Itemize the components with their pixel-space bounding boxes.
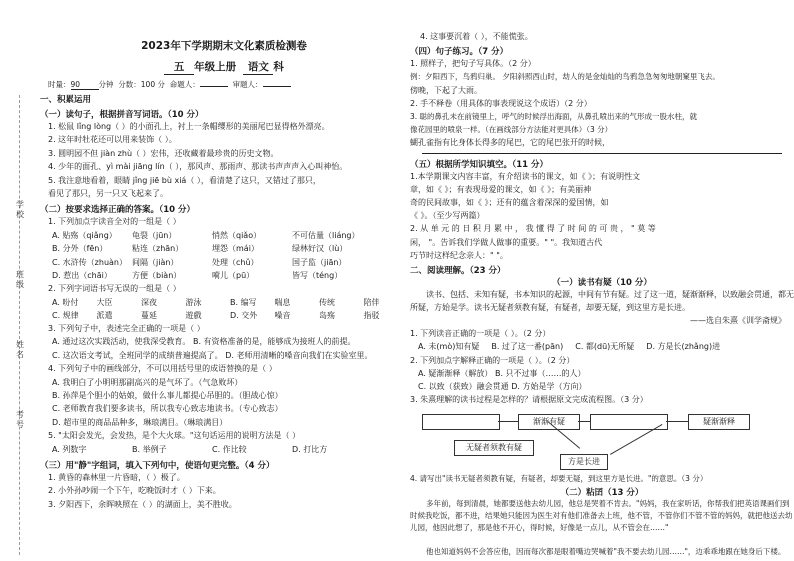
flow-connector (666, 421, 688, 422)
s4-line: 1. 照样子，把句子写具体。（2 分） (410, 59, 536, 69)
margin-label-id: 考号 (16, 410, 24, 429)
grade-suffix: 年级上册 (194, 61, 237, 73)
s5-line: 奇的民间故事，如《 》；还有的蕴含着深深的爱国情，如 (410, 198, 609, 208)
option: 处理（chǔ） (212, 257, 259, 267)
option-word: 噪音 (274, 310, 291, 320)
q1-line: 5. 我注意地看着，眼睛 jǐng jiē bù xiá（ ），看清楚了这只，又错过了那只， (48, 175, 321, 185)
s4-line: 3. 聪的鼻孔未在前镜里上，呼气的时候浮出海面，从鼻孔喷出来的气形成一股水柱，就 (410, 112, 698, 122)
option[interactable]: B. 举例子 (132, 444, 167, 454)
flow-box-2: 渐渐有疑 (518, 414, 580, 430)
passage1-text: 读书、包括、未知有疑，书本知识的起源，中间有节有疑。过了这一道，疑渐渐释，以致融会贯通，都无所疑，方始是学。读书无疑者须教有疑，有疑者，却要无疑，到这里方是长进。 (410, 290, 794, 313)
option-word: 遊戲 (185, 310, 202, 320)
option: 嗬儿（pū） (212, 271, 255, 281)
option: 皆写（téng） (292, 271, 343, 281)
s4-line: 例：夕阳西下，鸟鸦归巢。 夕阳斜照西山时，劫人的是金灿灿的鸟鸦急急匆匆地朝窠里飞去。 (410, 72, 720, 82)
option[interactable]: A. 列数字 (52, 444, 87, 454)
option-word: 蔓延 (141, 310, 157, 320)
s5-line: 闲， "。告诉我们学做人做事的重要。" "。我知道古代 (410, 237, 603, 247)
q2-1-options-row (40, 229, 408, 242)
q1-line: 1. 松鼠 lǐng lòng（ ）的小面孔上，衬上一条帽缨形的美丽尾巴显得格外漂亮。 (48, 122, 330, 131)
passage1-title: （一）读书有疑（10 分） (552, 278, 652, 289)
exam-subtitle (40, 59, 408, 75)
option[interactable]: B. 编写 (230, 297, 257, 307)
p1-q2-option[interactable]: A. 疑渐渐释（解放） B. 只不过事（……的人） (418, 368, 586, 378)
option-word: 大臣 (96, 297, 113, 307)
option-word: 陪伴 (363, 297, 380, 307)
option: 方便（biàn） (132, 271, 182, 281)
q1-line: 2. 这年时牡花还可以用来装饰（ ）。 (48, 135, 177, 145)
q1-line: 4. 少年的面孔、yì mài jiāng lín（ ），那风声、那雨声、那读书声声声入心叫神怡。 (48, 162, 348, 172)
seal-line (19, 95, 20, 555)
q2-4-option[interactable]: D. 超市里的商品品种多，琳琅满目。（琳琅满目） (52, 417, 228, 427)
q2-1-stem: 1. 下列加点字读音全对的一组是（ ） (48, 217, 181, 227)
q2-2-stem: 2. 下列字词语书写无误的一组是（ ） (48, 284, 181, 294)
s5-line: 2. 从 单 元 的 日 积 月 累 中 ， 我 懂 得 了 时 间 的 可 贵 ， " 莫 等 (410, 224, 656, 234)
s5-line: 章，如《 》；有表现母爱的课文，如《 》；有美丽神 (410, 184, 592, 194)
subject-suffix: 科 (273, 61, 284, 73)
q2-4-option[interactable]: B. 孙萍是个胆小的姑娘，做什么事儿都提心吊胆的。（胆战心惊） (52, 390, 283, 400)
p1-q2: 2. 下列加点字解释正确的一项是（ ）。（2 分） (410, 355, 575, 365)
s4-line: 蝴孔雀指有比身体长得多的尾巴，它的尾巴张开的时候， (410, 138, 610, 148)
s4-line: 傍晚，下起了大雨。 (410, 85, 482, 95)
option: 不可估量（liáng） (292, 230, 360, 240)
q2-title: （二）按要求选择正确的答案。（10 分） (40, 205, 196, 216)
p1-q4: 4. 请写出"读书无疑者须教有疑，有疑者，却要无疑，到这里方是长进。"的意思。（3 分） (410, 474, 708, 484)
option[interactable]: A. 未(mò)知有疑 (418, 342, 480, 352)
margin-label-school: 学校 (16, 200, 24, 219)
option: 埋怨（mái） (212, 244, 259, 254)
q3-title: （三）用"静"字组词，填入下列句中，使语句更完整。（4 分） (40, 460, 275, 471)
time-value: 90 (71, 80, 99, 90)
option[interactable]: C. 作比较 (212, 444, 247, 454)
q2-1-options-row (40, 269, 408, 282)
passage1-source: ——选自朱熹《训学斋规》 (690, 316, 786, 326)
passage2-title: （二）粘囝（13 分） (560, 487, 644, 498)
q2-3-stem: 3. 下列句子中，表述完全正确的一项是（ ） (48, 323, 205, 333)
p1-q1: 1. 下列读音正确的一项是（ ）。（2 分） (410, 329, 551, 339)
p1-q2-option[interactable]: C. 以致（获致）融会贯通 D. 方始是学（方向） (418, 382, 587, 392)
time-label: 时量： (48, 80, 71, 89)
flow-box-5: 无疑者须教有疑 (454, 440, 534, 456)
option: 悄然（qiǎo） (212, 230, 262, 240)
s5-line: 巧节时这样纪念亲人：" "。 (410, 250, 508, 260)
s5-line: 《 》。（至少写两篇） (410, 211, 485, 221)
q3-line: 1. 黄昏的森林里一片昏暗，（ ）极了。 (48, 472, 185, 482)
option: 龟裂（jūn） (132, 230, 177, 240)
option-word: 派遣 (96, 310, 113, 320)
s5-line: 1.本学期课文内容丰富，有介绍读书的课文，如《 》；有说明性文 (410, 171, 641, 181)
reviewer-field[interactable] (263, 86, 291, 87)
left-column (40, 0, 408, 561)
option[interactable]: C. 规律 (52, 310, 79, 320)
passage2-tail: 他也知道妈妈不会答应他，因而每次都是眼着嘴边哭喊着"我不要去幼儿园……"，边乖乖地跟在她身后下楼。 (426, 546, 786, 556)
option[interactable]: D. 交外 (230, 310, 258, 320)
option[interactable]: D. 打比方 (292, 444, 328, 454)
setter-field[interactable] (200, 86, 228, 87)
grade-value[interactable]: 五 (164, 59, 194, 75)
time-unit: 分钟 (98, 80, 114, 89)
q1-line: 看见了那只，另一只又飞起来了。 (48, 189, 168, 199)
q2-2-options-row (40, 296, 408, 309)
passage2-text: 多年前，每到清晨，她都要送他去幼儿园，他总是哭着不肯去。"妈妈，我在家听话，你帮我们把英语课画们到时候我吃饭，都不进，结果她只能因为医生对有他们准备去上班，他不管，不管你们不管不管的妈妈，就把他送去幼儿园，他因此想了，那是他不开心，得时候，好像是一点儿，从不管会在……" (410, 498, 793, 532)
margin-label-name: 姓名 (16, 340, 24, 359)
margin-label-class: 班级 (16, 270, 24, 289)
q2-2-options-row (40, 309, 408, 322)
q2-3-option[interactable]: C. 这次语文考试，全班同学的成绩普遍提高了。 D. 老师用清晰的嗓音向我们在实验室里。 (52, 350, 373, 360)
option-word: 传统 (319, 297, 335, 307)
option[interactable]: B. 过了这一番(pān) (491, 342, 564, 352)
option: 间隔（jiàn） (132, 257, 179, 267)
q2-4-option[interactable]: A. 我明白了小明明那副高兴的是气坏了。（气急败坏） (52, 377, 243, 387)
s6-title: 二、阅读理解。（23 分） (410, 266, 506, 277)
score-label: 分数：100 分 (118, 80, 165, 89)
option[interactable]: D. 方是长(zhǎng)进 (646, 342, 721, 352)
q1-title: （一）读句子，根据拼音写词语。（10 分） (40, 110, 204, 120)
option-word: 指驳 (363, 310, 380, 320)
option-word: 喘息 (274, 297, 291, 307)
flow-box-1[interactable] (422, 414, 500, 430)
setter-label: 命题人： (169, 80, 200, 89)
option: 国子监（jiān） (292, 257, 347, 267)
option-word: 岛殇 (319, 310, 335, 320)
q2-5-options-row (40, 443, 408, 456)
flowchart (410, 406, 794, 472)
flow-connector (578, 421, 590, 422)
s4-title: （四）句子练习。（7 分） (410, 47, 509, 58)
q2-3-option[interactable]: A. 通过这次实践活动，使我深受教育。 B. 有资格准备的是，能够成为接班人的前提。 (52, 337, 356, 347)
q3-line: 4. 这事要沉着（ ），不能慌张。 (420, 32, 533, 41)
q2-4-stem: 4. 下列句子中的画线部分，不可以用括号里的成语替换的是（ ） (48, 364, 277, 374)
right-column (410, 0, 794, 561)
option[interactable]: C. 都(dū)无所疑 (575, 342, 635, 352)
flow-box-4: 疑渐渐释 (688, 414, 750, 430)
q3-line: 2. 小外孙吵闹一个下午，吃晚饭时才（ ）下来。 (48, 486, 221, 496)
s5-title: （五）根据所学知识填空。（11 分） (410, 159, 549, 170)
option-word: 深夜 (141, 297, 157, 307)
answer-line[interactable] (422, 153, 782, 154)
q2-4-option[interactable]: C. 老师教育我们要多读书，所以我专心致志地读书。（专心致志） (52, 404, 283, 414)
s4-line: 像花园里的喷泉一样。（在画线部分方法能对更具体）（3 分） (410, 125, 613, 135)
q2-5-stem: 5. "太阳会发光，会发热，是个大火球。"这句话运用的说明方法是（ ） (48, 431, 301, 441)
option[interactable]: B. 分外（fēn） (52, 244, 108, 254)
subject-value[interactable]: 语文 (243, 59, 273, 75)
option[interactable]: C. 水浒传（zhuàn） (52, 257, 127, 267)
flow-box-6: 方是长进 (560, 454, 608, 470)
option: 绿林好汉（lù） (292, 244, 348, 254)
exam-meta (40, 79, 408, 90)
flow-connector (498, 421, 518, 422)
option[interactable]: A. 贴殇（qiǎng） (52, 230, 117, 240)
section-heading: 一、积累运用 (40, 95, 92, 105)
p1-q3: 3. 朱熹理解的读书过程是怎样的？请根据原文完成流程图。（3 分） (410, 395, 648, 405)
p1-q1-options (410, 340, 794, 353)
option[interactable]: D. 惹出（chāi） (52, 271, 112, 281)
option: 粘连（zhān） (132, 244, 184, 254)
exam-title: 2023年下学期期末文化素质检测卷 (141, 40, 307, 52)
option-word: 游泳 (185, 297, 202, 307)
s4-line: 2. 手不释卷（用具体的事表现说这个成语）（2 分） (410, 98, 592, 108)
q2-1-options-row (40, 242, 408, 255)
q1-line: 3. 圆明园不但 jiàn zhù（ ）宏伟，还收藏着最珍贵的历史文物。 (48, 148, 279, 158)
q2-1-options-row (40, 256, 408, 269)
q3-line: 3. 夕阳西下，余晖映照在（ ）的湖面上，美不胜收。 (48, 499, 237, 509)
option[interactable]: A. 吩付 (52, 297, 79, 307)
reviewer-label: 审题人： (232, 80, 263, 89)
